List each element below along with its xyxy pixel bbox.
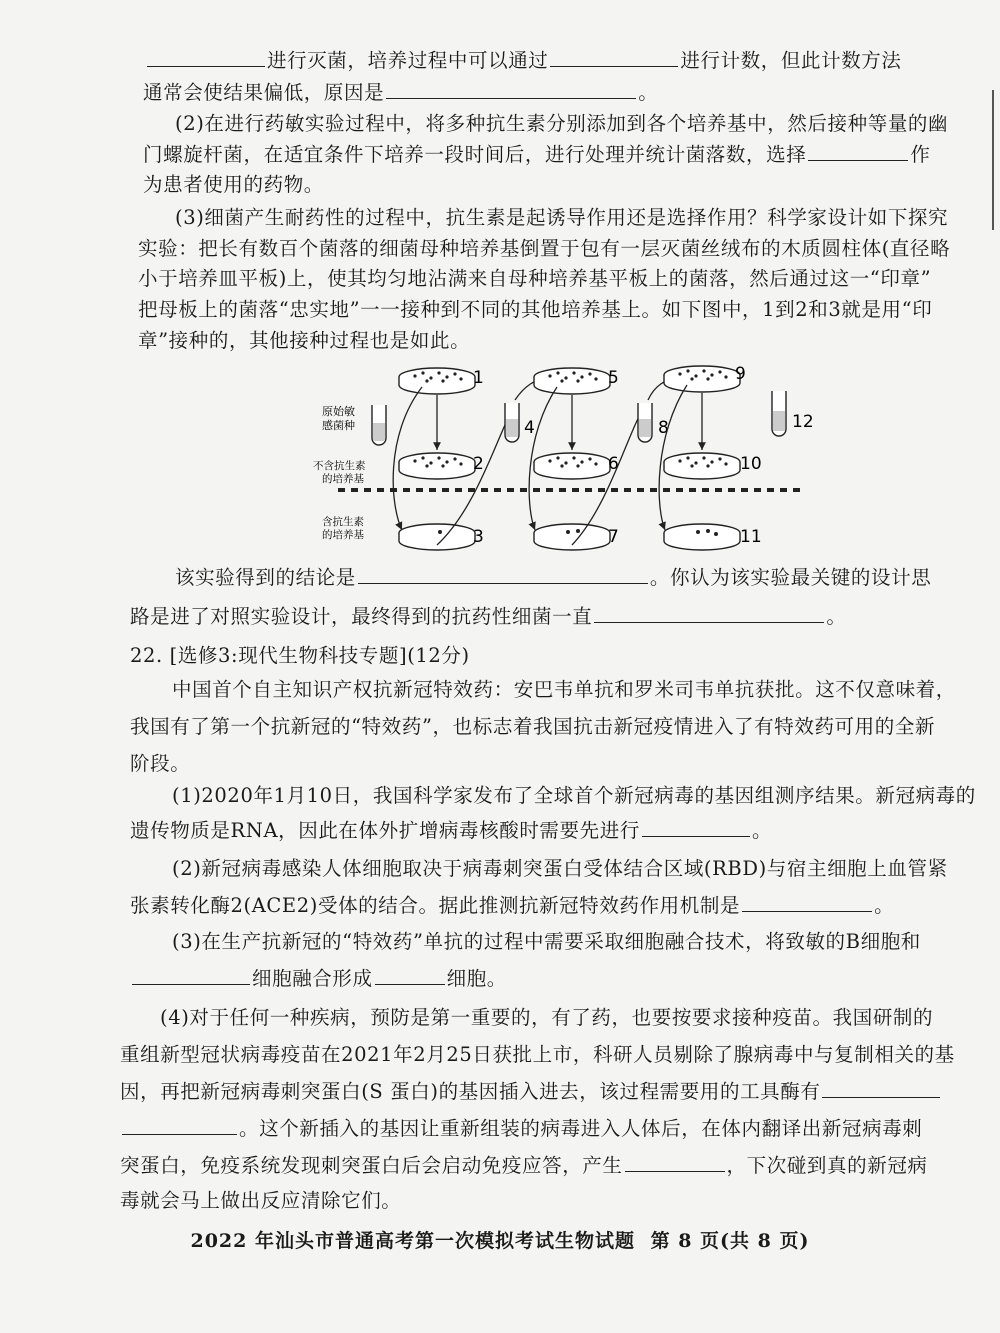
q21-3-line-2: 实验：把长有数百个菌落的细菌母种培养基倒置于包有一层灭菌丝绒布的木质圆柱体(直径略 xyxy=(138,237,951,260)
label-original-strain-1: 原始敏 xyxy=(322,405,355,418)
q21-3-line-5: 章”接种的，其他接种过程也是如此。 xyxy=(138,329,471,352)
q21-3-line-3: 小于培养皿平板)上，使其均匀地沾满来自母种培养基平板上的菌落，然后通过这一“印章” xyxy=(138,267,932,290)
q21-3-line-4: 把母板上的菌落“忠实地”一一接种到不同的其他培养基上。如下图中，1到2和3就是用“印 xyxy=(138,298,933,321)
num-8: 8 xyxy=(658,418,669,438)
page-edge-mark xyxy=(992,90,1000,150)
num-7: 7 xyxy=(608,527,619,547)
q21-2-line-1: (2)在进行药敏实验过程中，将多种抗生素分别添加到各个培养基中，然后接种等量的幽 xyxy=(175,112,949,135)
q21-2-line-3: 为患者使用的药物。 xyxy=(143,173,324,196)
replica-plating-diagram xyxy=(310,355,830,570)
plate-9 xyxy=(664,366,740,392)
test-tube-4 xyxy=(505,403,519,442)
q22-4-line-3: 因，再把新冠病毒刺突蛋白(S 蛋白)的基因插入进去，该过程需要用的工具酶有 xyxy=(120,1079,942,1105)
num-9: 9 xyxy=(735,364,746,384)
q22-3-line-2: 细胞融合形成 细胞。 xyxy=(130,966,507,992)
num-4: 4 xyxy=(524,418,535,438)
answer-blank[interactable] xyxy=(358,565,648,584)
q21-3-line-1: (3)细菌产生耐药性的过程中，抗生素是起诱导作用还是选择作用？科学家设计如下探究 xyxy=(175,206,949,229)
plate-1 xyxy=(399,368,475,394)
answer-blank[interactable] xyxy=(147,48,265,67)
q22-2-line-1: (2)新冠病毒感染人体细胞取决于病毒刺突蛋白受体结合区域(RBD)与宿主细胞上血管紧 xyxy=(172,857,948,880)
label-no-antibiotic-2: 的培养基 xyxy=(322,473,364,485)
answer-blank[interactable] xyxy=(625,1153,725,1172)
num-2: 2 xyxy=(473,454,484,474)
plate-6 xyxy=(534,453,610,479)
label-original-strain-2: 感菌种 xyxy=(322,419,355,432)
q22-4-line-6: 毒就会马上做出反应清除它们。 xyxy=(120,1189,402,1212)
q21-line-1: 进行灭菌，培养过程中可以通过 进行计数，但此计数方法 xyxy=(145,48,902,74)
plate-5 xyxy=(534,368,610,394)
answer-blank[interactable] xyxy=(642,818,750,837)
plate-2 xyxy=(399,453,475,479)
label-with-antibiotic-2: 的培养基 xyxy=(322,529,364,541)
answer-blank[interactable] xyxy=(808,142,908,161)
plate-7 xyxy=(534,524,610,550)
num-5: 5 xyxy=(608,368,619,388)
plate-10 xyxy=(664,453,740,479)
num-11: 11 xyxy=(740,527,762,547)
num-12: 12 xyxy=(792,412,814,432)
q22-intro-line-2: 我国有了第一个抗新冠的“特效药”，也标志着我国抗击新冠疫情进入了有特效药可用的全新 xyxy=(130,715,936,738)
answer-blank[interactable] xyxy=(550,48,678,67)
q21-3-conclusion-line-2: 路是进了对照实验设计，最终得到的抗药性细菌一直 。 xyxy=(130,605,847,628)
answer-blank[interactable] xyxy=(132,966,250,985)
num-1: 1 xyxy=(473,368,484,388)
answer-blank[interactable] xyxy=(375,966,445,985)
page-footer xyxy=(0,1226,1000,1253)
q22-4-line-5: 突蛋白，免疫系统发现刺突蛋白后会启动免疫应答，产生 ，下次碰到真的新冠病 xyxy=(120,1154,928,1177)
label-with-antibiotic-1: 含抗生素 xyxy=(322,516,364,528)
q22-4-line-1: (4)对于任何一种疾病，预防是第一重要的，有了药，也要按要求接种疫苗。我国研制的 xyxy=(160,1006,934,1029)
answer-blank[interactable] xyxy=(594,604,824,623)
q21-line-2: 通常会使结果偏低，原因是 。 xyxy=(143,81,659,104)
page-edge-mark xyxy=(992,150,1000,230)
plate-11 xyxy=(664,524,740,550)
test-tube-8 xyxy=(638,403,652,442)
answer-blank[interactable] xyxy=(122,1116,237,1135)
q22-4-line-2: 重组新型冠状病毒疫苗在2021年2月25日获批上市，科研人员剔除了腺病毒中与复制相关的基 xyxy=(120,1043,955,1066)
q21-2-line-2: 门螺旋杆菌，在适宜条件下培养一段时间后，进行处理并统计菌落数，选择 作 xyxy=(143,143,931,166)
q22-2-line-2: 张素转化酶2(ACE2)受体的结合。据此推测抗新冠特效药作用机制是 。 xyxy=(130,894,895,917)
answer-blank[interactable] xyxy=(822,1079,940,1098)
q22-intro-line-3: 阶段。 xyxy=(130,752,191,775)
footer-page-number: 第 8 页(共 8 页) xyxy=(650,1230,810,1252)
q22-1-line-2: 遗传物质是RNA，因此在体外扩增病毒核酸时需要先进行 。 xyxy=(130,819,773,842)
num-3: 3 xyxy=(473,527,484,547)
test-tube-12 xyxy=(772,391,786,436)
label-no-antibiotic-1: 不含抗生素 xyxy=(313,460,366,472)
q22-3-line-1: (3)在生产抗新冠的“特效药”单抗的过程中需要采取细胞融合技术，将致敏的B细胞和 xyxy=(172,930,921,953)
q22-heading: 22. [选修3:现代生物科技专题](12分) xyxy=(130,644,470,667)
footer-title: 2022 年汕头市普通高考第一次模拟考试生物试题 xyxy=(190,1230,635,1252)
q22-1-line-1: (1)2020年1月10日，我国科学家发布了全球首个新冠病毒的基因组测序结果。新冠病毒的 xyxy=(172,784,976,807)
answer-blank[interactable] xyxy=(742,893,872,912)
num-6: 6 xyxy=(608,454,619,474)
test-tube-original xyxy=(372,405,386,445)
q22-4-line-4: 。这个新插入的基因让重新组装的病毒进入人体后，在体内翻译出新冠病毒刺 xyxy=(120,1116,922,1142)
num-10: 10 xyxy=(740,454,762,474)
q21-3-conclusion-line-1: 该实验得到的结论是 。你认为该实验最关键的设计思 xyxy=(175,566,932,589)
q22-intro-line-1: 中国首个自主知识产权抗新冠特效药：安巴韦单抗和罗米司韦单抗获批。这不仅意味着， xyxy=(172,678,956,701)
answer-blank[interactable] xyxy=(386,80,636,99)
plate-3 xyxy=(399,524,475,550)
